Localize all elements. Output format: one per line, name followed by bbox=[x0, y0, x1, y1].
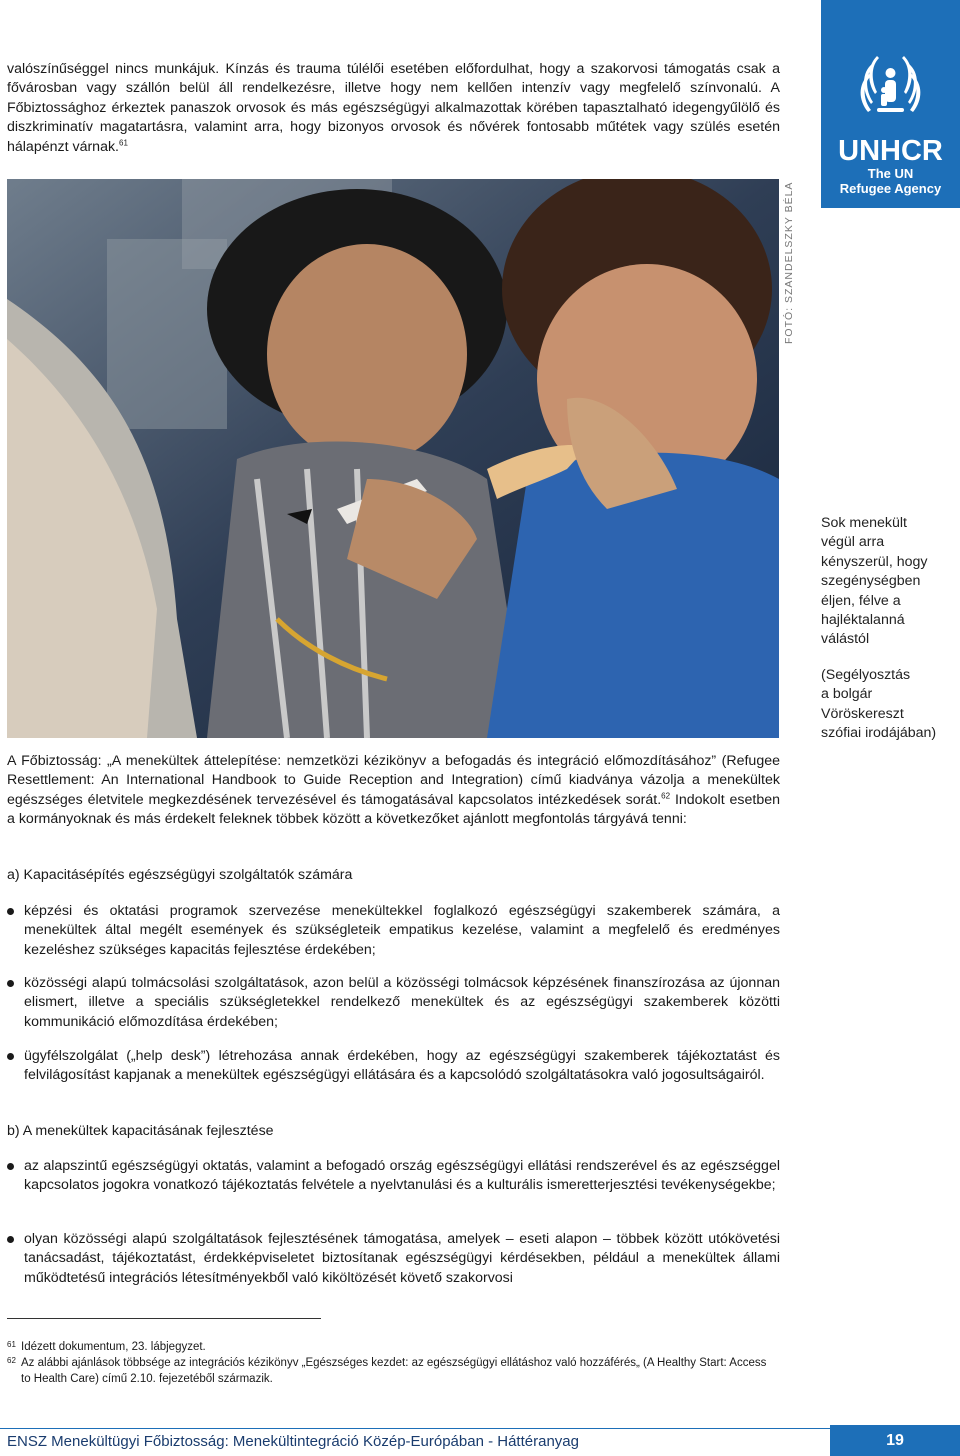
photo-credit: FOTÓ: SZANDELSZKY BÉLA bbox=[783, 181, 795, 344]
bullet-icon bbox=[7, 908, 14, 915]
list-item: olyan közösségi alapú szolgáltatások fejlesztésének támogatása, amelyek – eseti alapon – többek között utókövetési tanácsadást, tájékoztatást, érdekképviseletet biztosítanak egészségügyi kérdésekben, például a menekültek állami működtetésű integrációs létesítményekből való kiköltözését követő szakorvosi bbox=[7, 1230, 780, 1288]
intro-paragraph: valószínűséggel nincs munkájuk. Kínzás és trauma túlélői esetében előfordulhat, hogy a szakorvosi támogatás csak a fővárosban vagy szállón belül áll rendelkezésre, illetve hogy nem kellően intenzív vagy megfelelő színvonalú. A Főbiztossághoz érkeztek panaszok orvosok és más egészségügyi alkalmazottak körében tapasztalható idegengyűlölő és diszkriminatív magatartásra, valamint arra, hogy bizonyos orvosok és nővérek fontosabb műtétek vagy szülés esetén hálapénzt várnak.$^{61}$ bbox=[7, 61, 780, 155]
list-item: képzési és oktatási programok szervezése menekültekkel foglalkozó egészségügyi szakemberek számára, a menekültek által megélt események és szükségleteik empatikus kezelése, valamint a megfelelő és eredményes kezeléshez szükséges kapacitás fejlesztése érdekében; bbox=[7, 902, 780, 960]
bullet-icon bbox=[7, 1163, 14, 1170]
page-number: 19 bbox=[830, 1425, 960, 1456]
list-item: közösségi alapú tolmácsolási szolgáltatások, azon belül a közösségi tolmácsok képzésének finanszírozása az újonnan elismert, illetve a speciális szükségletekkel rendelkező menekültek és az egészségügyi szakemberek közötti kommunikáció előmozdítása érdekében; bbox=[7, 974, 780, 1032]
bullet-icon bbox=[7, 1053, 14, 1060]
section-b-heading: b) A menekültek kapacitásának fejlesztése bbox=[7, 1123, 274, 1139]
photo-caption: Sok menekült végül arra kényszerül, hogy szegénységben éljen, félve a hajléktalanná válástól bbox=[821, 515, 928, 648]
list-item: az alapszintű egészségügyi oktatás, valamint a befogadó ország egészségügyi ellátási rendszerével és az egészséggel kapcsolatos jogokra vonatkozó tájékoztatás felvétele a nyelvtanulási és a kulturális ismeretterjesztési tevékenységekbe; bbox=[7, 1157, 780, 1196]
unhcr-emblem-icon bbox=[821, 0, 960, 208]
footer-title: ENSZ Menekültügyi Főbiztosság: Menekültintegráció Közép-Európában - Háttéranyag bbox=[7, 1433, 579, 1450]
bullet-icon bbox=[7, 1236, 14, 1243]
body-paragraph: A Főbiztosság: „A menekültek áttelepítése: nemzetközi kézikönyv a befogadás és integráció előmozdításához” (Refugee Resettlement: An International Handbook to Guide Reception and Integration) című kiadványa vázolja a menekültek egészséges életvitele megkezdésének tervezésével és támogatásával kapcsolatos intézkedések sorát.$^{62}$ Indokolt esetben a kormányoknak és más érdekelt feleknek többek között a következőket ajánlott megfontolás tárgyává tenni: bbox=[7, 753, 780, 828]
photo-caption-source: (Segélyosztás a bolgár Vöröskereszt szófiai irodájában) bbox=[821, 667, 937, 742]
list-item: ügyfélszolgálat („help desk”) létrehozása annak érdekében, hogy az egészségügyi szakemberek tájékoztatást és felvilágosítást kapjanak a menekültek egészségügyi ellátására és a kapcsolódó szolgáltatásokra való jogosultságairól. bbox=[7, 1047, 780, 1086]
svg-text:Refugee Agency: Refugee Agency bbox=[839, 181, 942, 196]
svg-text:UNHCR: UNHCR bbox=[838, 135, 943, 167]
svg-text:The UN: The UN bbox=[867, 166, 914, 181]
clinic-photo bbox=[7, 179, 779, 738]
section-a-heading: a) Kapacitásépítés egészségügyi szolgáltatók számára bbox=[7, 867, 353, 883]
unhcr-logo bbox=[821, 0, 960, 208]
footnote-divider bbox=[7, 1318, 321, 1319]
bullet-icon bbox=[7, 980, 14, 987]
